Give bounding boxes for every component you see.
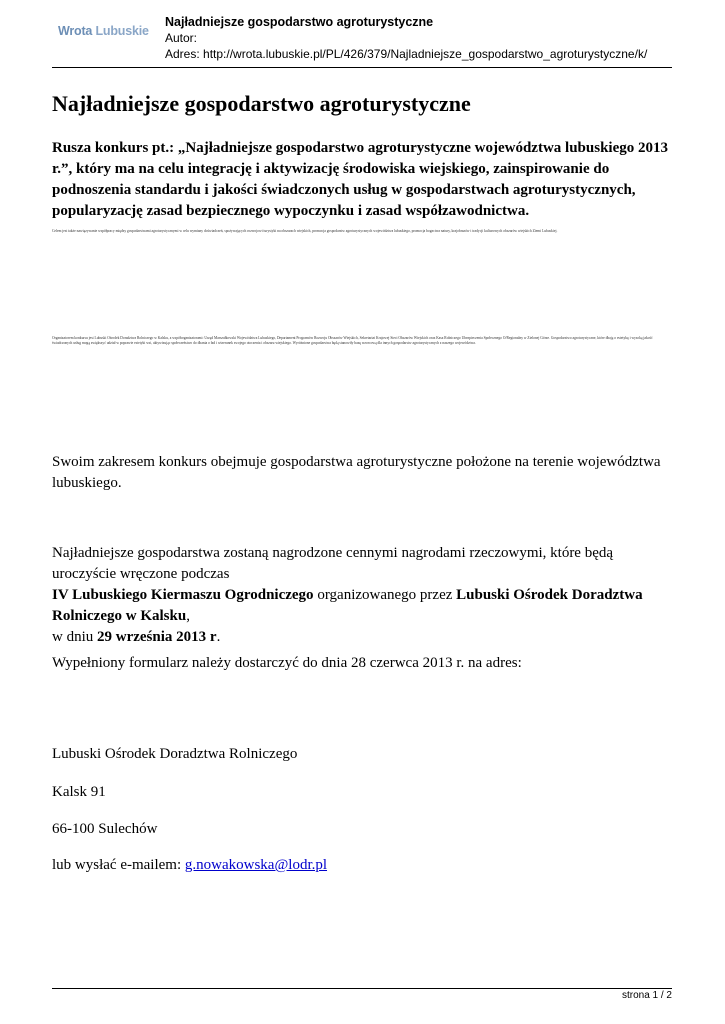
header-divider bbox=[52, 67, 672, 68]
email-paragraph bbox=[52, 855, 674, 876]
address-street: Kalsk 91 bbox=[52, 784, 106, 800]
awards-organizer: Lubuski Ośrodek Doradztwa Rolniczego w Kalsku bbox=[52, 587, 643, 624]
awards-intro: Najładniejsze gospodarstwa zostaną nagrodzone cennymi nagrodami rzeczowymi, które będą uroczyście wręczone podczas bbox=[52, 545, 614, 582]
email-link[interactable]: g.nowakowska@lodr.pl bbox=[184, 857, 328, 873]
article-heading: Najładniejsze gospodarstwo agroturystyczne bbox=[52, 91, 471, 116]
header-title: Najładniejsze gospodarstwo agroturystyczne bbox=[165, 15, 434, 29]
logo-accent-text: Lubuskie bbox=[95, 24, 149, 38]
scope-paragraph: Swoim zakresem konkurs obejmuje gospodarstwa agroturystyczne położone na terenie województwa lubuskiego. bbox=[52, 454, 661, 491]
awards-date-suffix: . bbox=[216, 629, 221, 645]
awards-paragraph bbox=[52, 543, 674, 648]
awards-event: IV Lubuskiego Kiermaszu Ogrodniczego bbox=[52, 587, 314, 603]
document-header bbox=[52, 14, 672, 68]
awards-comma: , bbox=[186, 608, 190, 624]
header-author: Autor: bbox=[165, 31, 198, 45]
article-lead: Rusza konkurs pt.: „Najładniejsze gospodarstwo agroturystyczne województwa lubuskiego 2013 r.”, który ma na celu integrację i aktywizację środowiska wiejskiego, zainspirowanie do podnoszenia standardu i jakości świadczonych usług w gospodarstwach agroturystycznych, popularyzację zasad bezpiecznego wypoczynku i zasad współzawodnictwa. bbox=[52, 140, 668, 219]
form-deadline-paragraph: Wypełniony formularz należy dostarczyć do dnia 28 czerwca 2013 r. na adres: bbox=[52, 655, 522, 671]
email-prefix: lub wysłać e-mailem: bbox=[52, 857, 185, 873]
page-number: strona 1 / 2 bbox=[621, 990, 672, 1001]
awards-date-prefix: w dniu bbox=[52, 629, 97, 645]
article-tiny-paragraph-1: Celem jest także nawiązywanie współpracy między gospodarstwami agroturystycznymi w celu wymiany doświadczeń, spożywających rozwojowi turystyki na obszarach wiejskich, promocja gospodarstw agroturystycznych województwa lubuskiego, promocja bogactwa natury, krajobrazów i tradycji kulturowych obszarów wiejskich Ziemi Lubuskiej. bbox=[52, 229, 558, 233]
logo-main-text: Wrota bbox=[58, 24, 93, 38]
awards-organized: organizowanego przez bbox=[313, 587, 457, 603]
article-top bbox=[52, 90, 674, 222]
awards-date: 29 września 2013 r bbox=[97, 629, 217, 645]
address-organization: Lubuski Ośrodek Doradztwa Rolniczego bbox=[52, 746, 298, 762]
article-tiny-paragraph-2: Organizatorem konkursu jest Lubuski Ośrodek Doradztwa Rolniczego w Kalsku, a współorganizatorami: Urząd Marszałkowski Województwa Lubuskiego, Departament Programów Rozwoju Obszarów Wiejskich, Sekretariat Krajowej Sieci Obszarów Wiejskich oraz Kasa Rolniczego Ubezpieczenia Społecznego O/Regionalny w Zielonej Górze. Gospodarstwo agroturystyczne, które dbają o estetykę i wysoką jakość świadczonych usług mogą zwiększyć udział w poprawie estetyki wsi, aktywizując społeczeństwo do dbania o ład i wizerunek swojego otoczenia i obszaru wiejskiego. Wyróżnione gospodarstwa będą stanowiły bazę wzorcową dla innych gospodarstw agroturystycznych z naszego województwa. bbox=[52, 336, 653, 346]
wrota-lubuskie-logo[interactable] bbox=[58, 24, 149, 38]
header-address: Adres: http://wrota.lubuskie.pl/PL/426/379/Najladniejsze_gospodarstwo_agroturystyczne/k/ bbox=[165, 47, 648, 61]
header-meta bbox=[165, 14, 675, 62]
address-city: 66-100 Sulechów bbox=[52, 821, 158, 837]
footer-divider bbox=[52, 988, 672, 989]
